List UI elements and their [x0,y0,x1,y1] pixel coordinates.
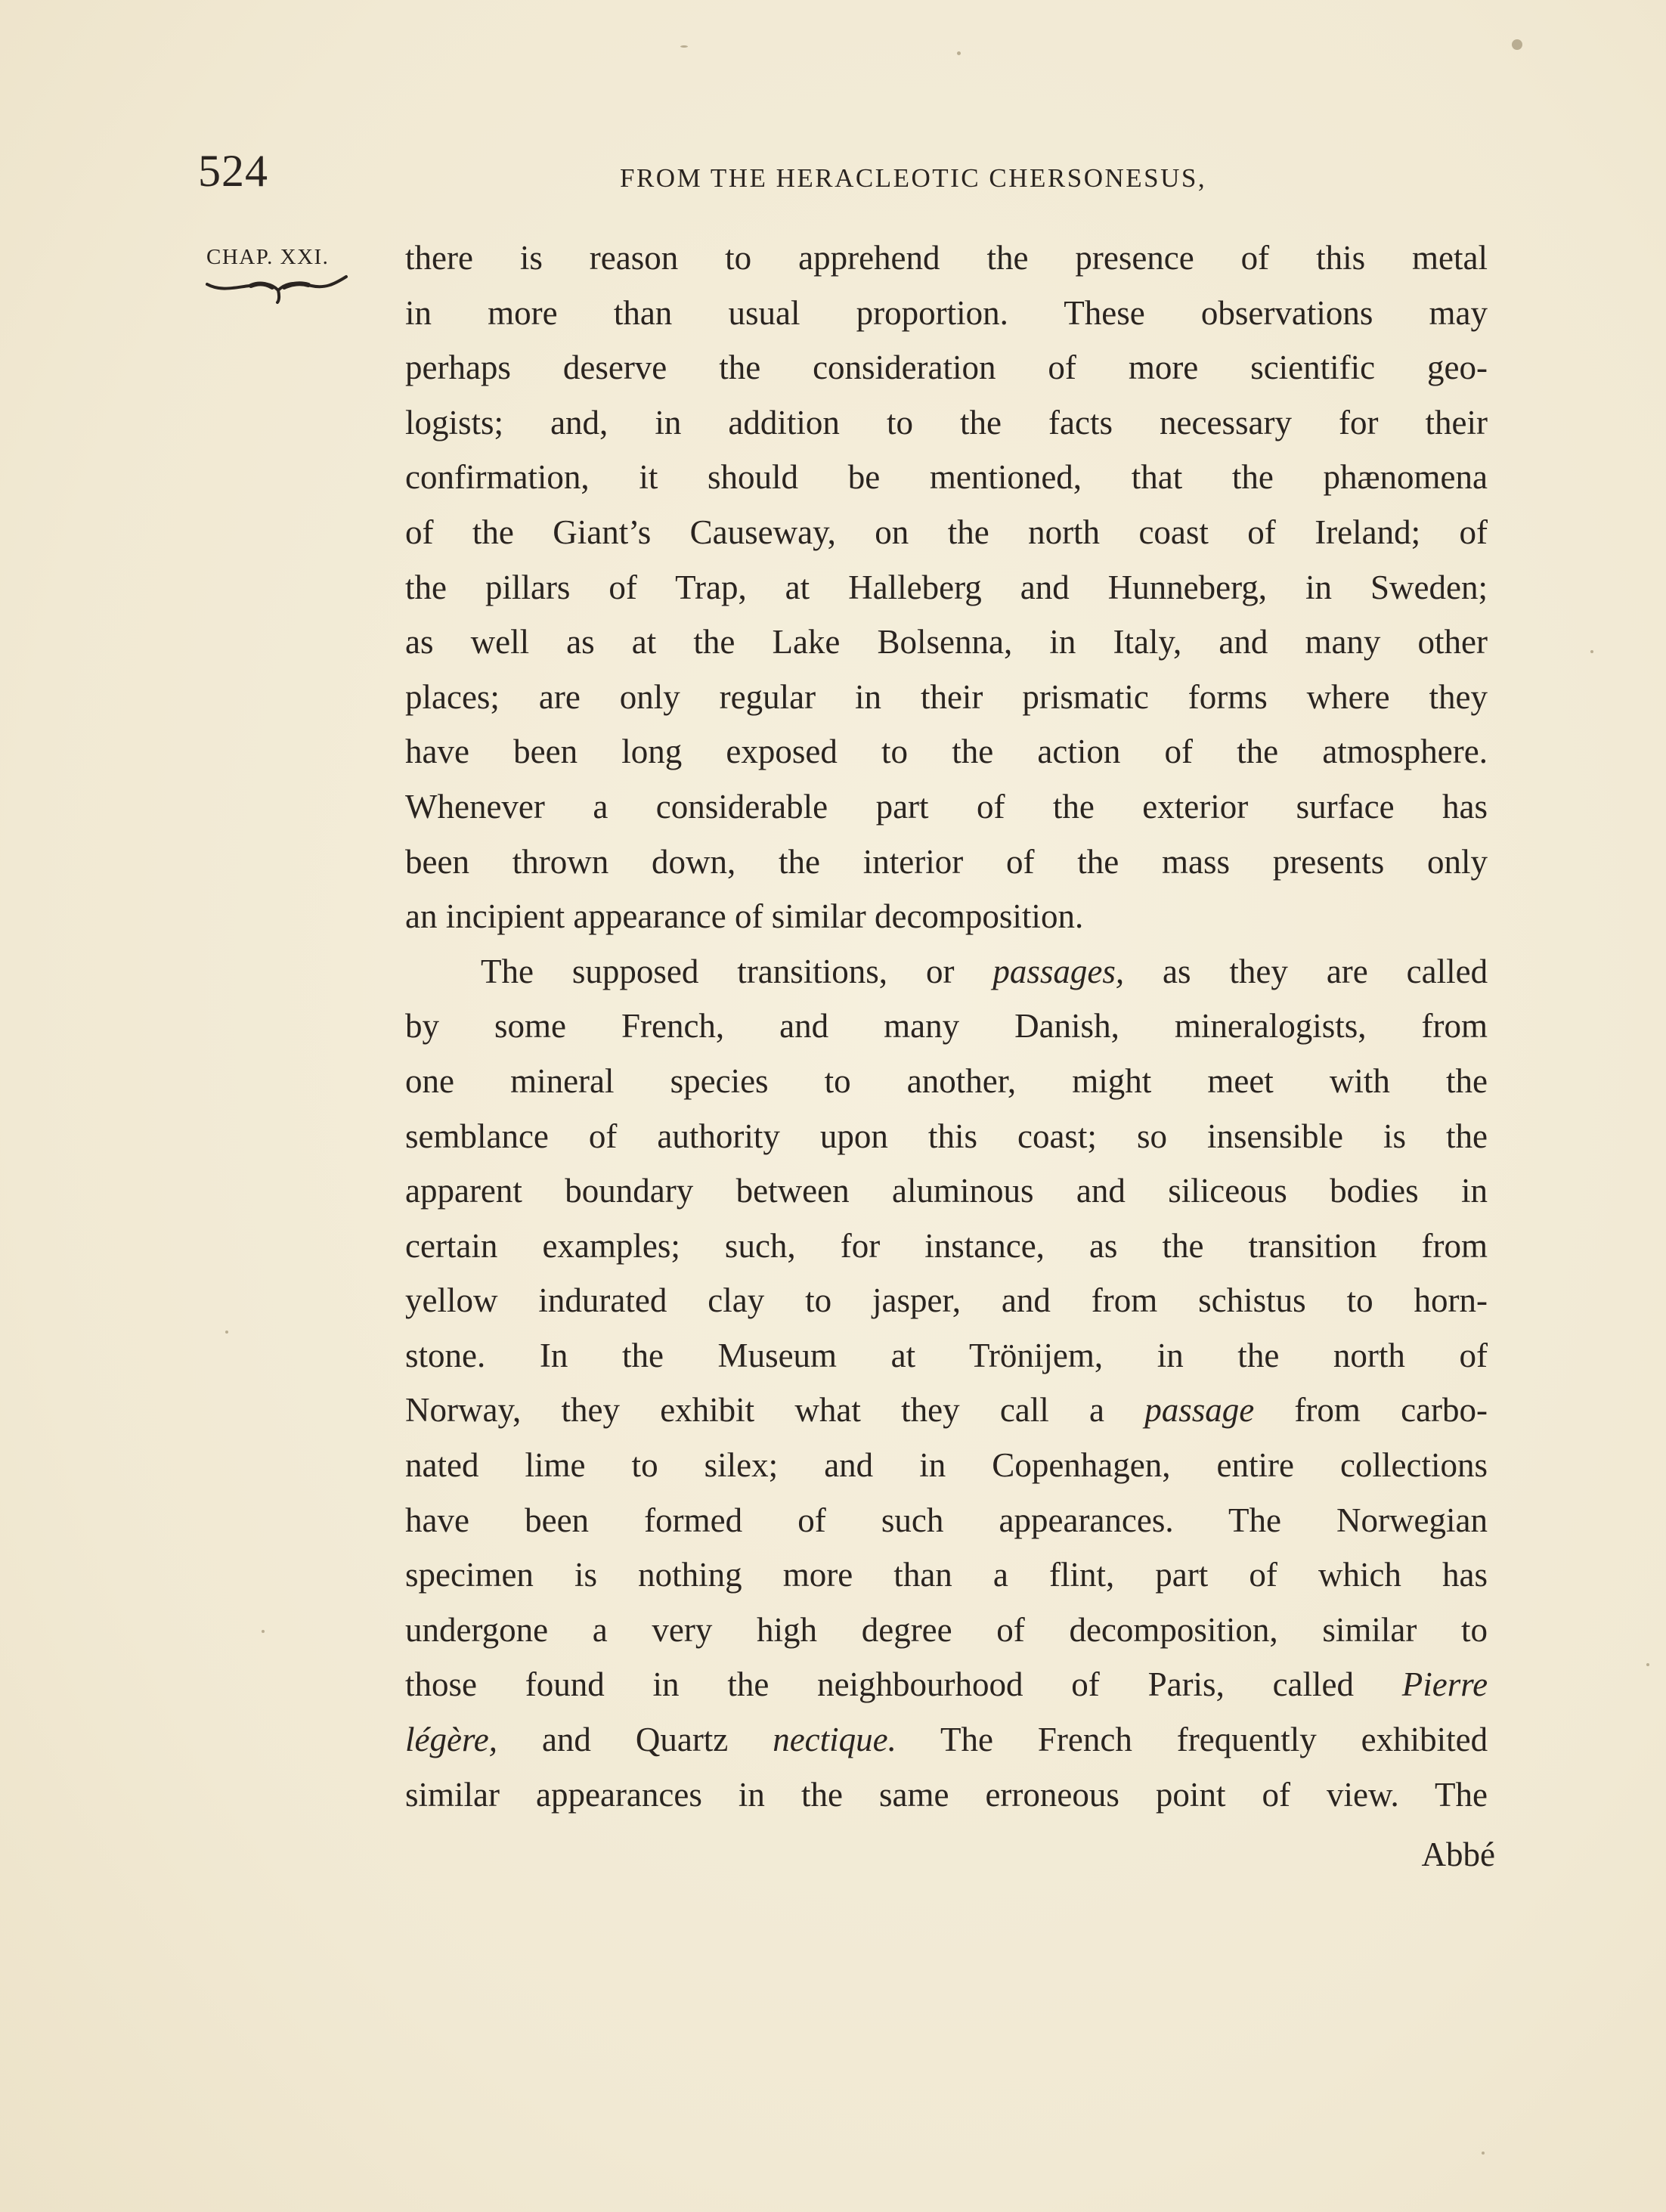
text-line-19: certain examples; such, for instance, as the transition from [405,1226,1488,1265]
paper-speck [1482,2152,1485,2155]
text-line-29: similar appearances in the same erroneous point of view. The [405,1775,1488,1814]
text-line-10: have been long exposed to the action of the atmosphere. [405,733,1488,771]
text-line-26: undergone a very high degree of decomposition, similar to [405,1610,1488,1649]
text-line-9: places; are only regular in their prismatic forms where they [405,677,1488,716]
paper-speck [225,1331,228,1334]
text-line-24: have been formed of such appearances. The Norwegian [405,1501,1488,1539]
text-line-28: légère, and Quartz nectique. The French frequently exhibited [405,1721,1488,1759]
text-line-25: specimen is nothing more than a flint, part of which has [405,1556,1488,1594]
text-line-23: nated lime to silex; and in Copenhagen, entire collections [405,1446,1488,1485]
text-line-14: The supposed transitions, or passages, as they are called [481,952,1488,990]
text-line-5: confirmation, it should be mentioned, that the phænomena [405,458,1488,497]
text-line-21: stone. In the Museum at Trönijem, in the north of [405,1336,1488,1374]
chapter-flourish-icon [206,274,349,304]
text-line-15: by some French, and many Danish, mineralogists, from [405,1007,1488,1046]
chapter-marginal-note: CHAP. XXI. [206,245,330,269]
text-line-2: in more than usual proportion. These observations may [405,293,1488,332]
text-line-13: an incipient appearance of similar decomposition. [405,897,1084,936]
paper-speck [1512,39,1522,50]
running-head: FROM THE HERACLEOTIC CHERSONESUS, [620,163,1207,193]
text-line-12: been thrown down, the interior of the mass presents only [405,842,1488,881]
paper-speck [957,51,961,55]
text-line-6: of the Giant’s Causeway, on the north coast of Ireland; of [405,513,1488,551]
paper-speck [1646,1663,1649,1666]
paper-speck [1590,650,1593,653]
text-line-16: one mineral species to another, might meet with the [405,1061,1488,1100]
catchword: Abbé [1421,1836,1495,1873]
body-text [405,231,1488,1822]
paper-speck [262,1630,265,1633]
text-line-11: Whenever a considerable part of the exterior surface has [405,787,1488,826]
text-line-1: there is reason to apprehend the presence of this metal [405,239,1488,277]
text-line-20: yellow indurated clay to jasper, and from schistus to horn- [405,1281,1488,1320]
text-line-4: logists; and, in addition to the facts necessary for their [405,403,1488,441]
page-number: 524 [198,146,268,196]
text-line-8: as well as at the Lake Bolsenna, in Italy, and many other [405,623,1488,661]
paper-speck [680,45,688,48]
text-line-3: perhaps deserve the consideration of more scientific geo- [405,349,1488,387]
text-line-7: the pillars of Trap, at Halleberg and Hunneberg, in Sweden; [405,568,1488,606]
text-line-27: those found in the neighbourhood of Paris, called Pierre [405,1665,1488,1704]
text-line-22: Norway, they exhibit what they call a passage from carbo- [405,1391,1488,1430]
text-line-18: apparent boundary between aluminous and siliceous bodies in [405,1172,1488,1210]
text-line-17: semblance of authority upon this coast; so insensible is the [405,1117,1488,1155]
